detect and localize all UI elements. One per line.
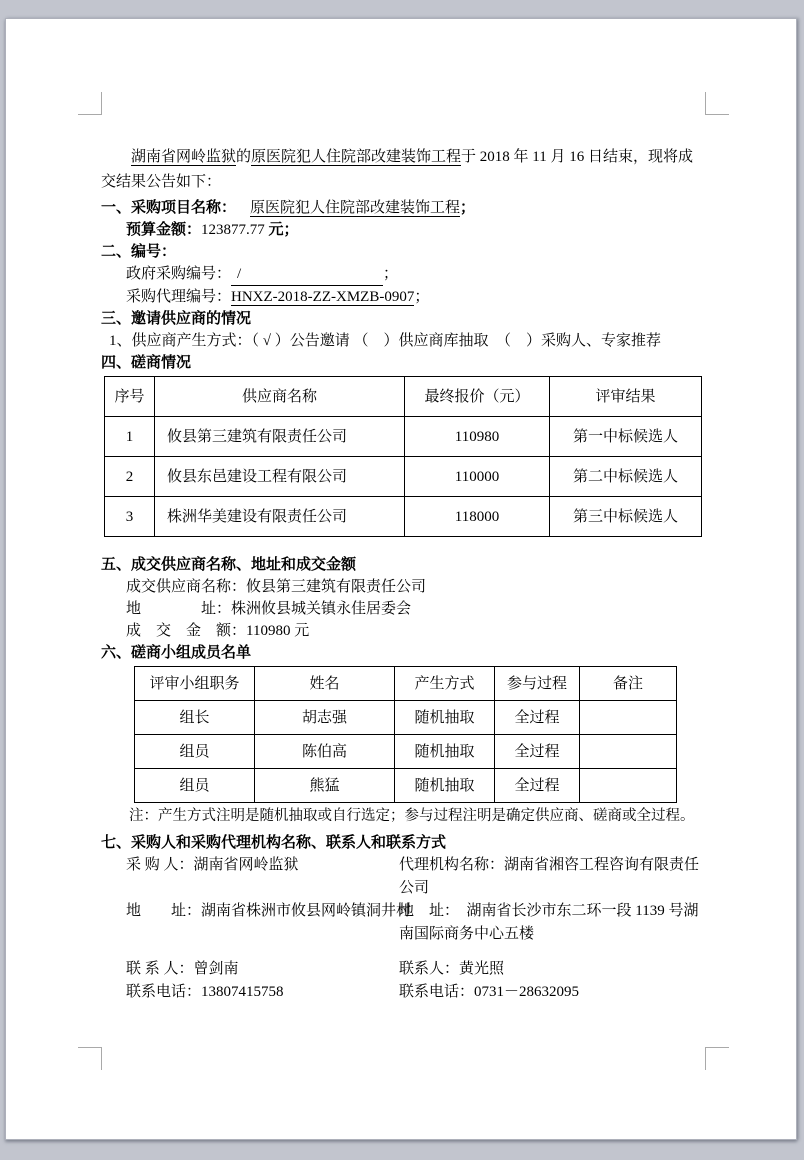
contacts-row-persons <box>101 958 707 981</box>
cell-price: 118000 <box>405 497 550 537</box>
intro-project-name: 原医院犯人住院部改建装饰工程 <box>251 149 462 165</box>
section6-heading: 六、磋商小组成员名单 <box>101 645 252 661</box>
section1-heading: 一、采购项目名称： <box>101 200 237 216</box>
agent-number-value: HNXZ-2018-ZZ-XMZB-0907 <box>231 289 415 305</box>
section1-budget-line <box>126 219 707 241</box>
table-row <box>135 701 677 735</box>
cell-name: 熊猛 <box>255 769 395 803</box>
cell-name: 陈伯高 <box>255 735 395 769</box>
cell-result: 第三中标候选人 <box>550 497 702 537</box>
cell-method: 随机抽取 <box>395 769 495 803</box>
winner-address-line: 地 址：株洲攸县城关镇永佳居委会 <box>126 601 412 617</box>
table-note: 注：产生方式注明是随机抽取或自行选定；参与过程注明是确定供应商、磋商或全过程。 <box>129 808 695 824</box>
section1-semicolon: ； <box>460 200 476 216</box>
cell-role: 组员 <box>135 769 255 803</box>
agent-number-semicolon: ； <box>414 289 430 305</box>
table-header-row <box>135 667 677 701</box>
buyer-name: 采 购 人：湖南省网岭监狱 <box>126 857 299 873</box>
agent-number-line <box>126 286 707 308</box>
intro-paragraph <box>101 145 707 195</box>
section4-heading: 四、磋商情况 <box>101 355 192 371</box>
budget-label: 预算金额： <box>126 222 202 238</box>
cell-index: 3 <box>105 497 155 537</box>
col-header-process: 参与过程 <box>495 667 580 701</box>
cell-remark <box>580 769 677 803</box>
supplier-source-line: 1、供应商产生方式：（ √ ）公告邀请 （ ）供应商库抽取 （ ）采购人、专家推荐 <box>109 333 661 349</box>
panel-member-table <box>134 666 677 803</box>
section5-heading: 五、成交供应商名称、地址和成交金额 <box>101 557 357 573</box>
budget-unit: 元； <box>268 222 299 238</box>
agency-name: 代理机构名称：湖南省湘咨工程咨询有限责任公司 <box>399 857 700 896</box>
col-header-price: 最终报价（元） <box>405 377 550 417</box>
cell-role: 组长 <box>135 701 255 735</box>
table-row <box>135 735 677 769</box>
cell-method: 随机抽取 <box>395 735 495 769</box>
table-row <box>105 457 702 497</box>
cell-process: 全过程 <box>495 735 580 769</box>
crop-mark-top-left <box>78 92 102 115</box>
table-header-row <box>105 377 702 417</box>
col-header-index: 序号 <box>105 377 155 417</box>
gov-number-label: 政府采购编号： <box>126 266 232 282</box>
cell-result: 第二中标候选人 <box>550 457 702 497</box>
gov-number-semicolon: ； <box>383 266 399 282</box>
contacts-row-addresses <box>101 900 707 946</box>
agency-contact: 联系人：黄光照 <box>399 961 505 977</box>
cell-price: 110980 <box>405 417 550 457</box>
col-header-remark: 备注 <box>580 667 677 701</box>
section7-heading: 七、采购人和采购代理机构名称、联系人和联系方式 <box>101 835 447 851</box>
contacts-row-phones <box>101 981 707 1004</box>
cell-process: 全过程 <box>495 701 580 735</box>
cell-method: 随机抽取 <box>395 701 495 735</box>
section1-project-name: 原医院犯人住院部改建装饰工程 <box>250 200 461 216</box>
cell-role: 组员 <box>135 735 255 769</box>
cell-result: 第一中标候选人 <box>550 417 702 457</box>
section2-heading: 二、编号： <box>101 244 177 260</box>
gov-number-line <box>126 263 707 286</box>
intro-buyer-name: 湖南省网岭监狱 <box>131 149 237 165</box>
crop-mark-bottom-left <box>78 1047 102 1070</box>
cell-supplier: 株洲华美建设有限责任公司 <box>155 497 405 537</box>
gov-number-value: / <box>231 263 383 286</box>
table-row <box>105 417 702 457</box>
negotiation-result-table <box>104 376 702 537</box>
cell-index: 1 <box>105 417 155 457</box>
col-header-supplier: 供应商名称 <box>155 377 405 417</box>
cell-process: 全过程 <box>495 769 580 803</box>
crop-mark-bottom-right <box>705 1047 729 1070</box>
col-header-role: 评审小组职务 <box>135 667 255 701</box>
cell-remark <box>580 701 677 735</box>
col-header-result: 评审结果 <box>550 377 702 417</box>
cell-remark <box>580 735 677 769</box>
winner-amount-line: 成 交 金 额：110980 元 <box>126 623 310 639</box>
agency-phone: 联系电话：0731－28632095 <box>399 984 580 1000</box>
winner-name-line: 成交供应商名称：攸县第三建筑有限责任公司 <box>126 579 427 595</box>
col-header-name: 姓名 <box>255 667 395 701</box>
buyer-contact: 联 系 人：曾剑南 <box>126 961 239 977</box>
cell-supplier: 攸县第三建筑有限责任公司 <box>155 417 405 457</box>
section3-heading: 三、邀请供应商的情况 <box>101 311 252 327</box>
cell-price: 110000 <box>405 457 550 497</box>
budget-value: 123877.77 <box>201 222 269 238</box>
agency-address: 地 址： 湖南省长沙市东二环一段 1139 号湖南国际商务中心五楼 <box>399 903 699 942</box>
table-row <box>135 769 677 803</box>
cell-supplier: 攸县东邑建设工程有限公司 <box>155 457 405 497</box>
page-content <box>101 145 707 1004</box>
intro-rest-text: 于 2018 年 11 月 16 日结束，现将成交结果公告如下： <box>101 149 693 190</box>
intro-mid-text: 的 <box>236 149 252 165</box>
table-row <box>105 497 702 537</box>
buyer-phone: 联系电话：13807415758 <box>126 984 284 1000</box>
document-page <box>5 18 797 1140</box>
buyer-address: 地 址：湖南省株洲市攸县网岭镇洞井村 <box>126 903 412 919</box>
col-header-method: 产生方式 <box>395 667 495 701</box>
contacts-row-names <box>101 854 707 900</box>
cell-index: 2 <box>105 457 155 497</box>
section1-heading-line <box>101 197 707 219</box>
cell-name: 胡志强 <box>255 701 395 735</box>
agent-number-label: 采购代理编号： <box>126 289 232 305</box>
crop-mark-top-right <box>705 92 729 115</box>
